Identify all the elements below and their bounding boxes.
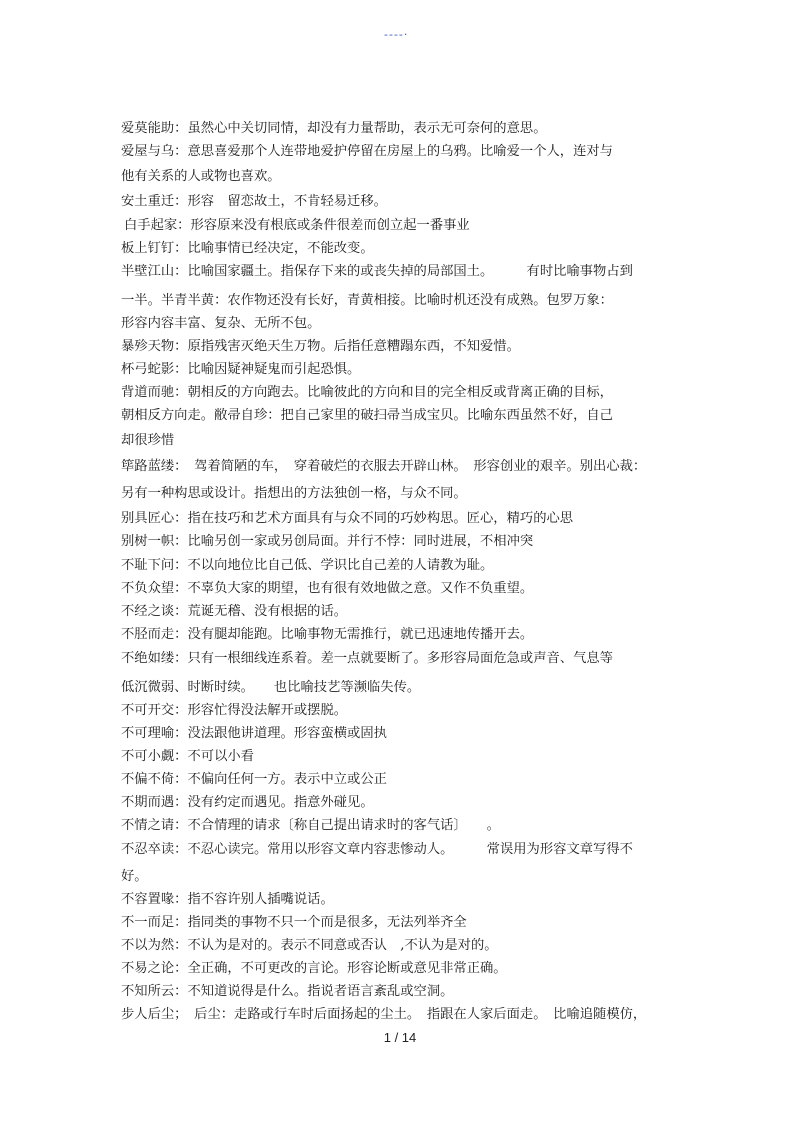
text-line: 低沉微弱、时断时续。 也比喻技艺等濒临失传。	[121, 680, 421, 695]
text-line: 不容置喙：指不容许别人插嘴说话。	[121, 892, 334, 907]
text-line: 别树一帜：比喻另创一家或另创局面。并行不悖：同时进展，不相冲突	[121, 534, 534, 549]
text-line: 暴殄天物：原指残害灭绝天生万物。后指任意糟蹋东西，不知爱惜。	[121, 339, 520, 354]
text-line: 背道而驰：朝相反的方向跑去。比喻彼此的方向和目的完全相反或背离正确的目标，	[121, 385, 613, 400]
page-number: 1 / 14	[383, 1030, 417, 1045]
text-line: 步人后尘； 后尘：走路或行车时后面扬起的尘土。 指跟在人家后面走。 比喻追随模仿，	[121, 1007, 647, 1022]
text-line: 形容内容丰富、复杂、无所不包。	[121, 316, 321, 331]
text-line: 别具匠心：指在技巧和艺术方面具有与众不同的巧妙构思。匠心，精巧的心思	[121, 511, 574, 526]
text-line: 白手起家：形容原来没有根底或条件很差而创立起一番事业	[124, 218, 470, 233]
text-line: 板上钉钉：比喻事情已经决定，不能改变。	[121, 241, 374, 256]
text-line: 朝相反方向走。敝帚自珍：把自己家里的破扫帚当成宝贝。比喻东西虽然不好，自己	[121, 408, 613, 423]
text-line: 筚路蓝缕： 驾着简陋的车， 穿着破烂的衣服去开辟山林。 形容创业的艰辛。别出心裁：	[121, 459, 647, 474]
text-line: 不胫而走：没有腿却能跑。比喻事物无需推行，就已迅速地传播开去。	[121, 627, 534, 642]
header-mark: ----·	[384, 28, 409, 41]
text-line: 不可开交：形容忙得没法解开或摆脱。	[121, 703, 348, 718]
text-line: 爱莫能助：虽然心中关切同情，却没有力量帮助，表示无可奈何的意思。	[121, 121, 547, 136]
text-line: 安土重迁：形容 留恋故土，不肯轻易迁移。	[121, 194, 387, 209]
text-line: 一半。半青半黄：农作物还没有长好，青黄相接。比喻时机还没有成熟。包罗万象：	[121, 293, 613, 308]
text-line: 不可理喻：没法跟他讲道理。形容蛮横或固执	[121, 726, 387, 741]
text-line: 不情之请：不合情理的请求〔称自己提出请求时的客气话〕 。	[121, 818, 500, 833]
text-line: 不以为然：不认为是对的。表示不同意或否认 ,不认为是对的。	[121, 938, 498, 953]
text-line: 不忍卒读：不忍心读完。常用以形容文章内容悲惨动人。 常误用为形容文章写得不	[121, 842, 633, 857]
text-line: 却很珍惜	[121, 433, 175, 448]
text-line: 不易之论：全正确，不可更改的言论。形容论断或意见非常正确。	[121, 961, 507, 976]
text-line: 不耻下问：不以向地位比自己低、学识比自己差的人请教为耻。	[121, 558, 494, 573]
text-line: 他有关系的人或物也喜欢。	[121, 169, 281, 184]
text-line: 不经之谈：荒诞无稽、没有根据的话。	[121, 604, 348, 619]
text-line: 不期而遇：没有约定而遇见。指意外碰见。	[121, 795, 374, 810]
text-line: 不偏不倚：不偏向任何一方。表示中立或公正	[121, 772, 387, 787]
text-line: 好。	[121, 869, 148, 884]
text-line: 不负众望：不辜负大家的期望，也有很有效地做之意。又作不负重望。	[121, 581, 534, 596]
text-line: 不一而足：指同类的事物不只一个而是很多，无法列举齐全	[121, 915, 467, 930]
text-line: 不绝如缕：只有一根细线连系着。差一点就要断了。多形容局面危急或声音、气息等	[121, 651, 613, 666]
text-line: 另有一种构思或设计。指想出的方法独创一格，与众不同。	[121, 486, 467, 501]
text-line: 杯弓蛇影：比喻因疑神疑鬼而引起恐惧。	[121, 362, 361, 377]
text-line: 半壁江山：比喻国家疆土。指保存下来的或丧失掉的局部国土。 有时比喻事物占到	[121, 264, 633, 279]
text-line: 不知所云：不知道说得是什么。指说者语言紊乱或空洞。	[121, 984, 454, 999]
text-line: 不可小觑：不可以小看	[121, 749, 254, 764]
text-line: 爱屋与乌：意思喜爱那个人连带地爱护停留在房屋上的乌鸦。比喻爱一个人，连对与	[121, 144, 613, 159]
